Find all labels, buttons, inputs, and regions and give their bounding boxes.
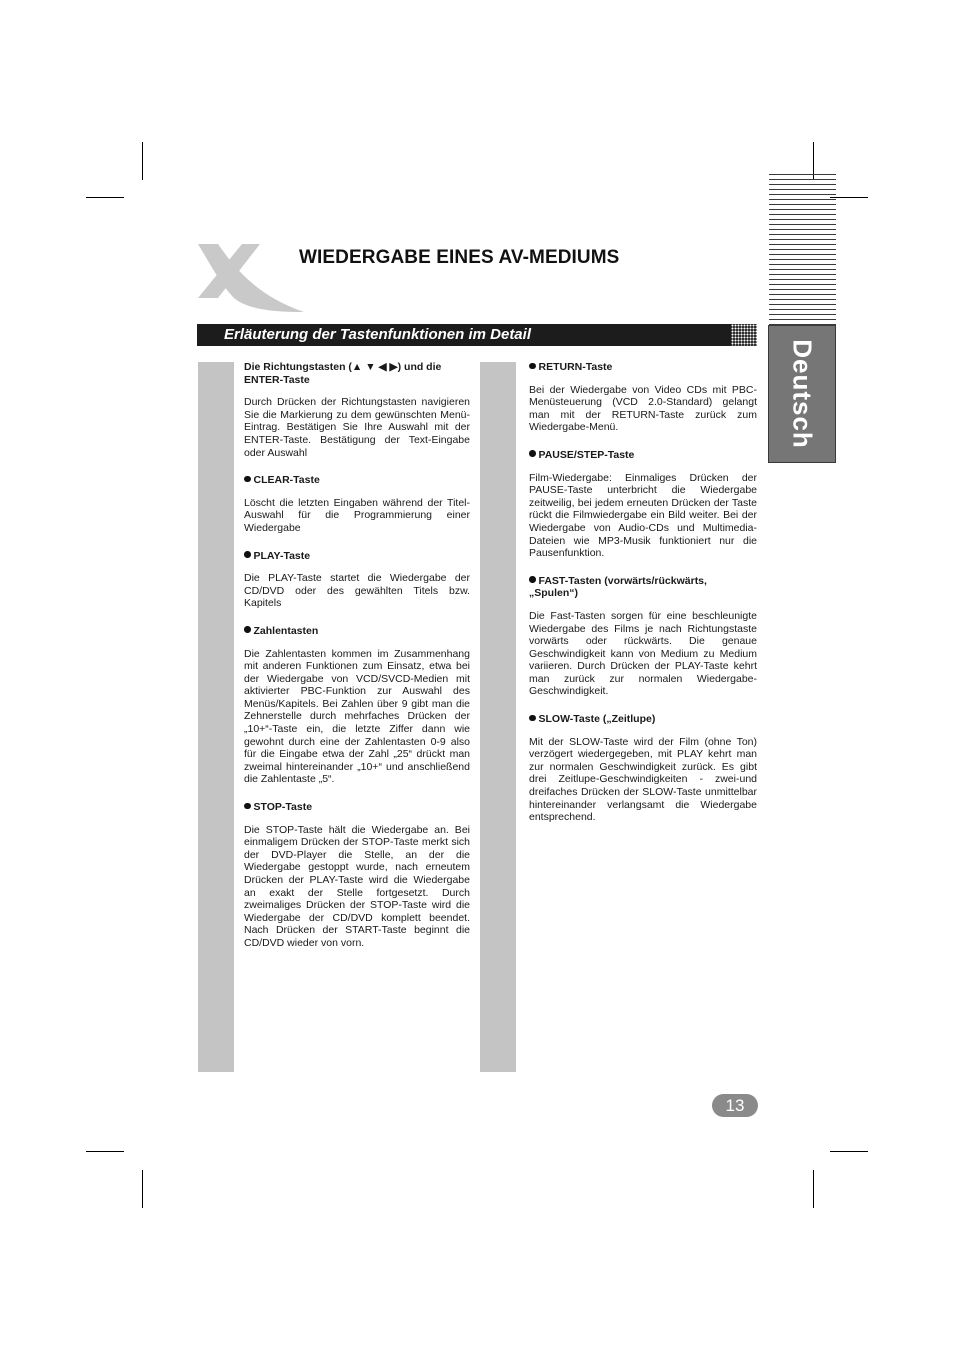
crop-mark — [142, 142, 143, 180]
bullet-icon — [244, 626, 251, 633]
crop-mark — [142, 1170, 143, 1208]
left-column — [244, 361, 470, 965]
right-column — [529, 361, 757, 839]
bullet-icon — [529, 715, 536, 722]
right-gutter — [480, 362, 516, 1072]
section-heading: PAUSE/STEP-Taste — [529, 449, 757, 462]
x-logo-icon — [196, 240, 306, 316]
language-tab — [768, 325, 836, 463]
section-text: Die PLAY-Taste startet die Wiedergabe der CD/DVD oder des gewählten Titels bzw. Kapitels — [244, 572, 470, 610]
bullet-icon — [244, 476, 251, 483]
section-heading: RETURN-Taste — [529, 361, 757, 374]
section-text: Mit der SLOW-Taste wird der Film (ohne Ton) verzögert wiedergegeben, mit PLAY kehrt man zur normalen Geschwindigkeit zurück. Es gibt drei Zeitlupe-Geschwindigkeiten - zwei-und dreifaches Drücken der SLOW-Taste unmittelbar hintereinander verlangsamt die Wiedergabe entsprechend. — [529, 735, 757, 824]
section-text: Die Zahlentasten kommen im Zusammenhang mit anderen Funktionen zum Einsatz, etwa bei der Wiedergabe von VCD/SVCD-Medien mit aktivierter PBC-Funktion zur Auswahl des Menüs/Kapitels. Bei Zahlen über 9 gibt man die Zehnerstelle durch mehrfaches Drücken der „10+“-Taste ein, die letzte Ziffer dann wie gewohnt durch eine der Zahlentasten 0-9 also für die Eingabe etwa der Zahl „25“ drückt man zweimal hintereinander „10+“ und anschließend die Zahlentaste „5“. — [244, 647, 470, 786]
left-gutter — [198, 362, 234, 1072]
section-heading: Die Richtungstasten (▲ ▼ ◀ ▶) und die ENTER-Taste — [244, 361, 442, 386]
crop-mark — [813, 1170, 814, 1208]
section-heading: PLAY-Taste — [244, 550, 470, 563]
section-header-bar — [197, 324, 757, 346]
bullet-icon — [529, 576, 536, 583]
side-stripes — [769, 174, 836, 326]
bullet-icon — [529, 363, 536, 370]
section-heading: Zahlentasten — [244, 625, 470, 638]
crop-mark — [86, 1151, 124, 1152]
section-text: Film-Wiedergabe: Einmaliges Drücken der PAUSE-Taste unterbricht die Wiedergabe zeitweilig, bei jedem erneuten Drücken der Taste rückt die Filmwiedergabe ein Bild weiter. Bei der Wiedergabe von Audio-CDs und Multimedia-Dateien wie MP3-Musik funktioniert nur die Pausenfunktion. — [529, 471, 757, 560]
bullet-icon — [244, 551, 251, 558]
section-text: Löscht die letzten Eingaben während der Titel-Auswahl für die Programmierung einer Wiedergabe — [244, 496, 470, 534]
section-heading: STOP-Taste — [244, 801, 470, 814]
section-text: Bei der Wiedergabe von Video CDs mit PBC-Menüsteuerung (VCD 2.0-Standard) gelangt man mit der RETURN-Taste zurück zum Wiedergabe-Menü. — [529, 383, 757, 434]
bullet-icon — [244, 803, 251, 810]
page-title: WIEDERGABE EINES AV-MEDIUMS — [299, 247, 620, 268]
section-heading: CLEAR-Taste — [244, 474, 470, 487]
section-text: Die STOP-Taste hält die Wiedergabe an. Bei einmaligem Drücken der STOP-Taste merkt sich der DVD-Player die Stelle, an der die Wiedergabe gestoppt wurde, nach erneutem Drücken der PLAY-Taste wird die Wiedergabe an exakt der Stelle fortgesetzt. Durch zweimaliges Drücken der STOP-Taste wird die Wiedergabe der CD/DVD komplett beendet. Nach Drücken der START-Taste beginnt die CD/DVD wieder von vorn. — [244, 823, 470, 949]
crop-mark — [86, 197, 124, 198]
section-heading: SLOW-Taste („Zeitlupe) — [529, 713, 757, 726]
section-heading: FAST-Tasten (vorwärts/rückwärts, „Spulen“) — [529, 574, 707, 600]
page-number: 13 — [712, 1094, 758, 1117]
section-text: Die Fast-Tasten sorgen für eine beschleunigte Wiedergabe des Films je nach Richtungstaste vorwärts oder rückwärts. Die genaue Geschwindigkeit kann von Medium zu Medium variieren. Durch Drücken der PLAY-Taste kehrt man zurück zur normalen Wiedergabe-Geschwindigkeit. — [529, 609, 757, 698]
crop-mark — [830, 1151, 868, 1152]
hatch-pattern — [731, 324, 757, 346]
bullet-icon — [529, 450, 536, 457]
section-text: Durch Drücken der Richtungstasten navigieren Sie die Markierung zu dem gewünschten Menü-Eintrag. Bestätigen Sie Ihre Auswahl mit der ENTER-Taste. Bestätigung der Text-Eingabe oder Auswahl — [244, 396, 470, 459]
language-tab-label: Deutsch — [787, 339, 818, 449]
section-title: Erläuterung der Tastenfunktionen im Detail — [224, 326, 531, 343]
